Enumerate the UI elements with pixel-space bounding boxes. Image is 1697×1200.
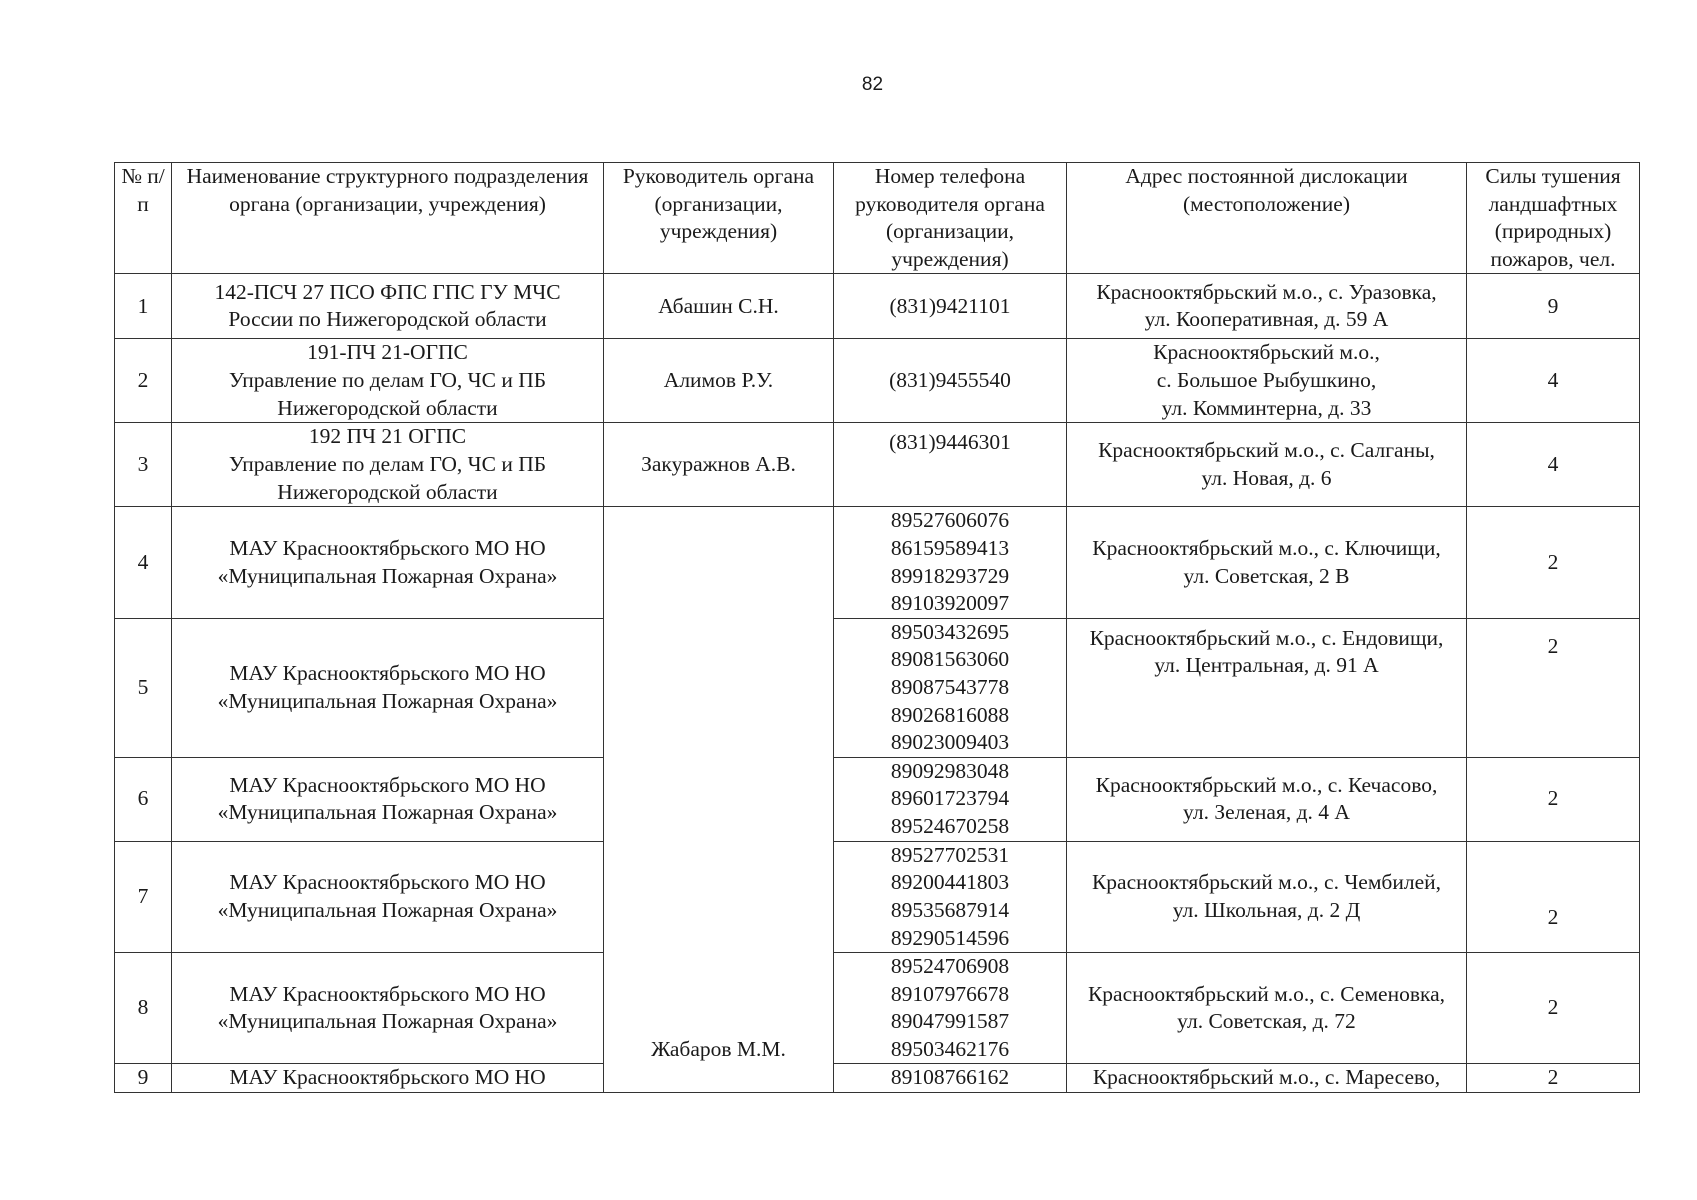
header-address: Адрес постоянной дислокации (местоположение)	[1067, 163, 1467, 274]
address-cell-line: Краснооктябрьский м.о., с. Кечасово,	[1095, 772, 1438, 797]
phone-cell	[834, 953, 1067, 1064]
phone-cell	[834, 1064, 1067, 1093]
address-cell-line: ул. Кооперативная, д. 59 А	[1144, 307, 1389, 332]
phone-cell-line: 89503462176	[890, 1036, 1010, 1061]
unit-name-cell	[172, 1064, 604, 1093]
address-cell	[1067, 507, 1467, 618]
phone-cell-line: 89524706908	[890, 954, 1010, 979]
row-number: 7	[115, 841, 172, 952]
row-number: 2	[115, 339, 172, 423]
header-forces: Силы тушения ландшафтных (природных) пожаров, чел.	[1467, 163, 1640, 274]
phone-cell-line: (831)9421101	[889, 293, 1011, 318]
address-cell	[1067, 339, 1467, 423]
phone-cell-line: 89092983048	[890, 758, 1010, 783]
row-number: 9	[115, 1064, 172, 1093]
table-header-row	[115, 163, 1640, 274]
address-cell-line: с. Большое Рыбушкино,	[1156, 368, 1377, 393]
head-cell-merged: Жабаров М.М.	[604, 507, 834, 1093]
unit-name-cell-line: «Муниципальная Пожарная Охрана»	[217, 800, 558, 825]
phone-cell-line: 89503432695	[890, 619, 1010, 644]
unit-name-cell-line: «Муниципальная Пожарная Охрана»	[217, 563, 558, 588]
unit-name-cell-line: Нижегородской области	[277, 395, 498, 420]
address-cell-line: Краснооктябрьский м.о.,	[1153, 340, 1380, 365]
table-row	[115, 507, 1640, 618]
table-row	[115, 339, 1640, 423]
address-cell-line: ул. Советская, д. 72	[1177, 1009, 1356, 1034]
row-number: 5	[115, 618, 172, 757]
unit-name-cell	[172, 274, 604, 339]
unit-name-cell-line: МАУ Краснооктябрьского МО НО	[229, 535, 546, 560]
address-cell-line: Краснооктябрьский м.о., с. Ключищи,	[1092, 535, 1441, 560]
unit-name-cell-line: России по Нижегородской области	[228, 307, 547, 332]
address-cell-line: ул. Новая, д. 6	[1201, 465, 1332, 490]
header-number: № п/п	[115, 163, 172, 274]
phone-cell	[834, 507, 1067, 618]
address-cell-line: Краснооктябрьский м.о., с. Семеновка,	[1087, 981, 1446, 1006]
unit-name-cell-line: 142-ПСЧ 27 ПСО ФПС ГПС ГУ МЧС	[214, 279, 561, 304]
forces-cell: 2	[1467, 953, 1640, 1064]
address-cell	[1067, 953, 1467, 1064]
phone-cell	[834, 274, 1067, 339]
unit-name-cell-line: 192 ПЧ 21 ОГПС	[308, 424, 467, 449]
forces-cell: 2	[1467, 618, 1640, 757]
address-cell	[1067, 1064, 1467, 1093]
row-number: 1	[115, 274, 172, 339]
phone-cell-line: 89081563060	[890, 647, 1010, 672]
unit-name-cell-line: «Муниципальная Пожарная Охрана»	[217, 688, 558, 713]
phone-cell-line: (831)9455540	[889, 368, 1011, 393]
address-cell-line: ул. Советская, 2 В	[1183, 563, 1350, 588]
unit-name-cell-line: МАУ Краснооктябрьского МО НО	[229, 772, 546, 797]
forces-cell: 2	[1467, 757, 1640, 841]
forces-cell: 2	[1467, 507, 1640, 618]
forces-cell: 2	[1467, 1064, 1640, 1093]
unit-name-cell-line: МАУ Краснооктябрьского МО НО	[229, 870, 546, 895]
head-cell: Закуражнов А.В.	[604, 423, 834, 507]
header-head: Руководитель органа (организации, учреждения)	[604, 163, 834, 274]
forces-cell: 4	[1467, 423, 1640, 507]
phone-cell-line: 89535687914	[890, 897, 1010, 922]
unit-name-cell	[172, 339, 604, 423]
address-cell-line: ул. Зеленая, д. 4 А	[1183, 800, 1350, 825]
phone-cell-line: 89527702531	[890, 842, 1010, 867]
unit-name-cell	[172, 507, 604, 618]
row-number: 4	[115, 507, 172, 618]
phone-cell-line: 89107976678	[890, 981, 1010, 1006]
phone-cell-line: 89026816088	[890, 702, 1010, 727]
unit-name-cell	[172, 953, 604, 1064]
phone-cell	[834, 841, 1067, 952]
unit-name-cell-line: Нижегородской области	[277, 479, 498, 504]
table-row	[115, 841, 1640, 952]
unit-name-cell	[172, 423, 604, 507]
address-cell-line: Краснооктябрьский м.о., с. Уразовка,	[1096, 279, 1437, 304]
address-cell	[1067, 841, 1467, 952]
header-phone: Номер телефона руководителя органа (организации, учреждения)	[834, 163, 1067, 274]
phone-cell	[834, 423, 1067, 507]
phone-cell	[834, 339, 1067, 423]
phone-cell-line: 89108766162	[890, 1065, 1010, 1090]
address-cell-line: ул. Комминтерна, д. 33	[1161, 395, 1372, 420]
phone-cell-line: 89290514596	[890, 925, 1010, 950]
address-cell-line: ул. Центральная, д. 91 А	[1154, 653, 1379, 678]
phone-cell-line: 89103920097	[890, 591, 1010, 616]
table-row	[115, 618, 1640, 757]
table-row	[115, 757, 1640, 841]
row-number: 8	[115, 953, 172, 1064]
table-row	[115, 953, 1640, 1064]
unit-name-cell-line: Управление по делам ГО, ЧС и ПБ	[228, 368, 547, 393]
phone-cell-line: 89047991587	[890, 1009, 1010, 1034]
phone-cell	[834, 618, 1067, 757]
unit-name-cell-line: МАУ Краснооктябрьского МО НО	[229, 981, 546, 1006]
unit-name-cell	[172, 841, 604, 952]
unit-name-cell-line: «Муниципальная Пожарная Охрана»	[217, 897, 558, 922]
address-cell-line: Краснооктябрьский м.о., с. Чембилей,	[1091, 870, 1442, 895]
phone-cell-line: 86159589413	[890, 535, 1010, 560]
row-number: 6	[115, 757, 172, 841]
address-cell	[1067, 423, 1467, 507]
phone-cell-line: 89023009403	[890, 730, 1010, 755]
table-row	[115, 1064, 1640, 1093]
address-cell-line: Краснооктябрьский м.о., с. Салганы,	[1098, 438, 1435, 463]
unit-name-cell	[172, 757, 604, 841]
head-cell: Абашин С.Н.	[604, 274, 834, 339]
table-row	[115, 423, 1640, 507]
phone-cell-line: (831)9446301	[889, 430, 1011, 455]
header-unit-name: Наименование структурного подразделения органа (организации, учреждения)	[172, 163, 604, 274]
row-number: 3	[115, 423, 172, 507]
forces-cell: 2	[1467, 841, 1640, 952]
phone-cell-line: 89200441803	[890, 870, 1010, 895]
unit-name-cell-line: МАУ Краснооктябрьского МО НО	[229, 1065, 546, 1090]
unit-name-cell-line: Управление по делам ГО, ЧС и ПБ	[228, 452, 547, 477]
page-number: 82	[861, 74, 884, 95]
unit-name-cell-line: 191-ПЧ 21-ОГПС	[307, 340, 468, 365]
address-cell	[1067, 618, 1467, 757]
address-cell	[1067, 274, 1467, 339]
phone-cell-line: 89527606076	[890, 508, 1010, 533]
forces-cell: 9	[1467, 274, 1640, 339]
phone-cell-line: 89524670258	[890, 814, 1010, 839]
forces-cell: 4	[1467, 339, 1640, 423]
fire-units-table	[114, 162, 1640, 1093]
head-cell: Алимов Р.У.	[604, 339, 834, 423]
unit-name-cell-line: МАУ Краснооктябрьского МО НО	[229, 661, 546, 686]
phone-cell-line: 89087543778	[890, 674, 1010, 699]
phone-cell-line: 89601723794	[890, 786, 1010, 811]
unit-name-cell	[172, 618, 604, 757]
phone-cell	[834, 757, 1067, 841]
table-row	[115, 274, 1640, 339]
address-cell-line: Краснооктябрьский м.о., с. Маресево,	[1092, 1065, 1441, 1090]
address-cell	[1067, 757, 1467, 841]
unit-name-cell-line: «Муниципальная Пожарная Охрана»	[217, 1009, 558, 1034]
phone-cell-line: 89918293729	[890, 563, 1010, 588]
address-cell-line: Краснооктябрьский м.о., с. Ендовищи,	[1089, 625, 1444, 650]
address-cell-line: ул. Школьная, д. 2 Д	[1172, 897, 1361, 922]
